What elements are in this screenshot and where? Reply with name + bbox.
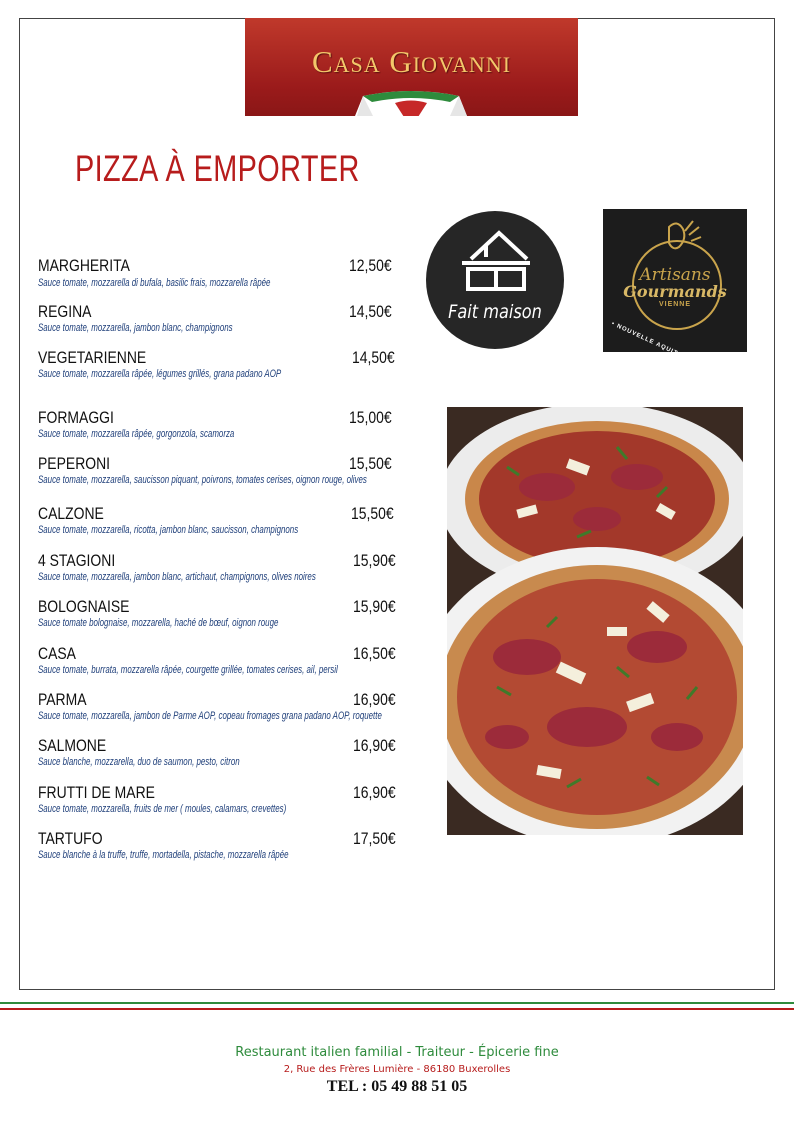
item-description: Sauce tomate, mozzarella di bufala, basilic frais, mozzarella râpée	[38, 277, 271, 289]
footer-address: 2, Rue des Frères Lumière - 86180 Buxerolles	[283, 1064, 511, 1075]
item-description: Sauce tomate, mozzarella râpée, légumes grillés, grana padano AOP	[38, 368, 282, 380]
item-price: 15,90€	[353, 551, 396, 570]
item-price: 15,90€	[353, 597, 396, 616]
item-name: CALZONE	[38, 504, 104, 523]
italian-collar-icon	[245, 18, 578, 116]
page-title: PIZZA À EMPORTER	[75, 148, 360, 189]
gourmands-text: Gourmands	[623, 282, 727, 301]
footer-phone: TEL : 05 49 88 51 05	[326, 1078, 468, 1095]
item-price: 17,50€	[353, 829, 396, 848]
item-description: Sauce blanche à la truffe, truffe, mortadella, pistache, mozzarella râpée	[38, 849, 289, 861]
italian-flag-stripes	[0, 1002, 794, 1010]
item-name: VEGETARIENNE	[38, 348, 147, 367]
item-description: Sauce tomate bolognaise, mozzarella, haché de bœuf, oignon rouge	[38, 617, 279, 629]
item-price: 16,90€	[353, 736, 396, 755]
region-text: • NOUVELLE AQUITAINE •	[610, 321, 701, 368]
item-price: 14,50€	[352, 348, 395, 367]
item-name: MARGHERITA	[38, 256, 130, 275]
red-stripe	[0, 1008, 794, 1010]
item-price: 15,00€	[349, 408, 392, 427]
item-name: PEPERONI	[38, 454, 111, 473]
item-price: 15,50€	[351, 504, 394, 523]
artisans-text: Artisans	[639, 265, 711, 285]
item-name: TARTUFO	[38, 829, 103, 848]
item-price: 14,50€	[349, 302, 392, 321]
artisans-gourmands-badge	[603, 209, 747, 368]
house-icon	[426, 211, 564, 349]
item-name: SALMONE	[38, 736, 107, 755]
item-description: Sauce tomate, mozzarella, jambon de Parme AOP, copeau fromages grana padano AOP, roquette	[38, 710, 382, 722]
item-description: Sauce tomate, mozzarella, jambon blanc, champignons	[38, 322, 233, 334]
item-description: Sauce tomate, mozzarella, ricotta, jambon blanc, saucisson, champignons	[38, 524, 299, 536]
item-description: Sauce blanche, mozzarella, duo de saumon, pesto, citron	[38, 756, 240, 768]
restaurant-logo	[245, 18, 578, 116]
item-name: REGINA	[38, 302, 92, 321]
item-description: Sauce tomate, mozzarella, fruits de mer ( moules, calamars, crevettes)	[38, 803, 287, 815]
fait-maison-text: Fait maison	[448, 301, 542, 323]
vienne-text: VIENNE	[658, 301, 692, 308]
item-price: 16,90€	[353, 690, 396, 709]
item-description: Sauce tomate, burrata, mozzarella râpée, courgette grillée, tomates cerises, ail, persil	[38, 664, 338, 676]
item-name: PARMA	[38, 690, 87, 709]
item-price: 12,50€	[349, 256, 392, 275]
item-name: FRUTTI DE MARE	[38, 783, 155, 802]
footer-tagline: Restaurant italien familial - Traiteur - Épicerie fine	[235, 1045, 559, 1060]
footer	[0, 1045, 794, 1096]
pizza-photo	[447, 407, 743, 835]
item-name: 4 STAGIONI	[38, 551, 116, 570]
item-name: FORMAGGI	[38, 408, 114, 427]
item-description: Sauce tomate, mozzarella râpée, gorgonzola, scamorza	[38, 428, 235, 440]
item-description: Sauce tomate, mozzarella, jambon blanc, artichaut, champignons, olives noires	[38, 571, 316, 583]
item-description: Sauce tomate, mozzarella, saucisson piquant, poivrons, tomates cerises, oignon rouge, olives	[38, 474, 367, 486]
pizza-image-icon	[447, 407, 743, 835]
logo-text: Casa Giovanni	[311, 44, 512, 79]
item-price: 15,50€	[349, 454, 392, 473]
fait-maison-badge	[426, 211, 564, 349]
item-name: BOLOGNAISE	[38, 597, 130, 616]
item-name: CASA	[38, 644, 76, 663]
item-price: 16,50€	[353, 644, 396, 663]
item-price: 16,90€	[353, 783, 396, 802]
